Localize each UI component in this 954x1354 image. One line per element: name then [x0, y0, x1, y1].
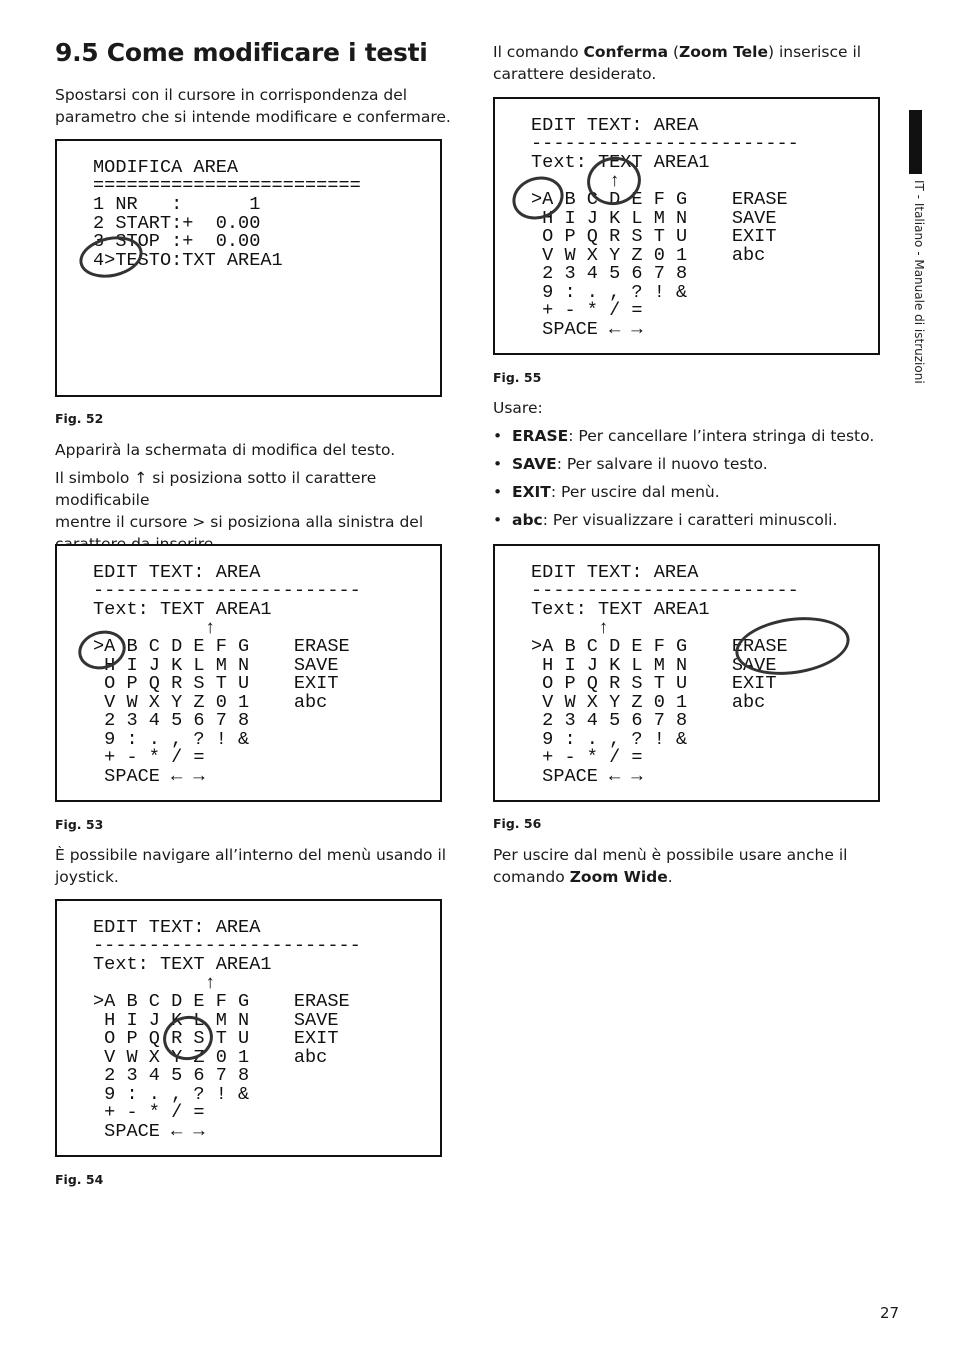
bold-term: Zoom Wide — [569, 868, 668, 886]
screen-line: V W X Y Z 0 1 abc — [531, 245, 766, 266]
bold-term: Zoom Tele — [679, 43, 768, 61]
paragraph-line: È possibile navigare all’interno del menù usando il — [55, 846, 447, 864]
screen-line: + - * / = — [531, 747, 643, 768]
screen-line: ↑ — [93, 618, 216, 639]
screen-line: H I J K L M N SAVE — [531, 655, 777, 676]
text-run: ) inserisce il — [767, 43, 862, 61]
page-number: 27 — [880, 1304, 900, 1322]
bullet-dot: • — [493, 455, 503, 473]
fig56-caption: Fig. 56 — [493, 816, 542, 831]
bullet-term: EXIT — [512, 483, 551, 501]
screen-line: 9 : . , ? ! & — [531, 282, 688, 303]
screen-line: V W X Y Z 0 1 abc — [531, 692, 766, 713]
screen-line: Text: TEXT AREA1 — [531, 599, 710, 620]
screen-line: ------------------------ — [93, 935, 361, 956]
fig52-caption: Fig. 52 — [55, 411, 104, 426]
screen-line: H I J K L M N SAVE — [531, 208, 777, 229]
screen-line: 1 NR : 1 — [93, 194, 261, 215]
screen-line: + - * / = — [93, 1102, 205, 1123]
after52-p2 — [55, 467, 475, 555]
sidebar-tab-marker — [909, 110, 922, 174]
bullet-dot: • — [493, 483, 503, 501]
bullet-desc: : Per visualizzare i caratteri minuscoli. — [542, 511, 838, 529]
screen-line: ------------------------ — [531, 580, 799, 601]
fig55-caption: Fig. 55 — [493, 370, 542, 385]
paragraph-line: joystick. — [55, 868, 119, 886]
bullet-dot: • — [493, 511, 503, 529]
bullet-term: ERASE — [512, 427, 569, 445]
bullet-desc: : Per cancellare l’intera stringa di testo. — [568, 427, 875, 445]
intro-line: Spostarsi con il cursore in corrispondenza del — [55, 86, 408, 104]
screen-line: + - * / = — [93, 747, 205, 768]
screen-line: ↑ — [531, 171, 621, 192]
bullet-dot: • — [493, 427, 503, 445]
screen-line: 2 3 4 5 6 7 8 — [531, 710, 688, 731]
text-run: . — [667, 868, 673, 886]
screen-line: V W X Y Z 0 1 abc — [93, 692, 328, 713]
screen-line: Text: TEXT AREA1 — [93, 954, 272, 975]
screen-line: SPACE ← → — [531, 766, 643, 787]
screen-line: 2 START:+ 0.00 — [93, 213, 261, 234]
text-run: Il comando — [493, 43, 584, 61]
screen-line: 2 3 4 5 6 7 8 — [93, 710, 250, 731]
screen-line: Text: TEXT AREA1 — [531, 152, 710, 173]
list-item — [493, 453, 893, 475]
text-run: comando — [493, 868, 570, 886]
intro-paragraph — [55, 84, 475, 128]
screen-line: O P Q R S T U EXIT — [93, 673, 339, 694]
screen-line: 2 3 4 5 6 7 8 — [93, 1065, 250, 1086]
bullet-term: SAVE — [512, 455, 557, 473]
screen-line: 9 : . , ? ! & — [93, 1084, 250, 1105]
screen-line: >A B C D E F G ERASE — [93, 636, 350, 657]
screen-line: 9 : . , ? ! & — [93, 729, 250, 750]
fig54-caption: Fig. 54 — [55, 1172, 104, 1187]
paragraph-line — [493, 41, 893, 63]
text-run: ( — [668, 43, 680, 61]
screen-line: >A B C D E F G ERASE — [93, 991, 350, 1012]
fig53-caption: Fig. 53 — [55, 817, 104, 832]
usare-label: Usare: — [493, 399, 543, 417]
screen-line: H I J K L M N SAVE — [93, 1010, 339, 1031]
screen-line: SPACE ← → — [93, 766, 205, 787]
list-item — [493, 509, 893, 531]
paragraph-line: carattere desiderato. — [493, 65, 657, 83]
screen-line: H I J K L M N SAVE — [93, 655, 339, 676]
fig54-screen — [55, 899, 442, 1157]
screen-line: + - * / = — [531, 300, 643, 321]
screen-line: 4>TESTO:TXT AREA1 — [93, 250, 283, 271]
after52-p1: Apparirà la schermata di modifica del testo. — [55, 441, 396, 459]
screen-line: SPACE ← → — [93, 1121, 205, 1142]
screen-line: EDIT TEXT: AREA — [93, 917, 261, 938]
screen-line: SPACE ← → — [531, 319, 643, 340]
screen-line: O P Q R S T U EXIT — [531, 226, 777, 247]
screen-line: ------------------------ — [531, 133, 799, 154]
screen-line: ------------------------ — [93, 580, 361, 601]
screen-line: V W X Y Z 0 1 abc — [93, 1047, 328, 1068]
screen-line: ↑ — [93, 973, 216, 994]
paragraph-line: mentre il cursore > si posiziona alla sinistra del — [55, 513, 424, 531]
fig52-screen — [55, 139, 442, 397]
screen-line: ======================== — [93, 175, 361, 196]
intro-line: parametro che si intende modificare e confermare. — [55, 108, 451, 126]
screen-line: EDIT TEXT: AREA — [531, 115, 699, 136]
paragraph-line: Per uscire dal menù è possibile usare anche il — [493, 846, 848, 864]
fig55-screen — [493, 97, 880, 355]
list-item — [493, 481, 893, 503]
right-intro-paragraph — [493, 41, 893, 85]
screen-line: EDIT TEXT: AREA — [93, 562, 261, 583]
screen-line: O P Q R S T U EXIT — [531, 673, 777, 694]
bullet-desc: : Per salvare il nuovo testo. — [556, 455, 768, 473]
fig53-screen — [55, 544, 442, 802]
paragraph-line: Il simbolo ↑ si posiziona sotto il carattere modificabile — [55, 469, 377, 509]
screen-line: O P Q R S T U EXIT — [93, 1028, 339, 1049]
screen-line: 3 STOP :+ 0.00 — [93, 231, 261, 252]
bullet-list — [493, 425, 893, 537]
list-item — [493, 425, 893, 447]
bold-term: Conferma — [583, 43, 669, 61]
screen-line: ↑ — [531, 618, 610, 639]
section-heading: 9.5 Come modificare i testi — [55, 38, 428, 67]
screen-line: EDIT TEXT: AREA — [531, 562, 699, 583]
bullet-desc: : Per uscire dal menù. — [550, 483, 720, 501]
paragraph-line — [493, 866, 893, 888]
screen-line: MODIFICA AREA — [93, 157, 239, 178]
fig56-screen — [493, 544, 880, 802]
screen-line: 9 : . , ? ! & — [531, 729, 688, 750]
bullet-term: abc — [512, 511, 543, 529]
screen-line: >A B C D E F G ERASE — [531, 636, 788, 657]
sidebar-label: IT - Italiano - Manuale di istruzioni — [912, 180, 926, 384]
screen-line: 2 3 4 5 6 7 8 — [531, 263, 688, 284]
screen-line: >A B C D E F G ERASE — [531, 189, 788, 210]
screen-line: Text: TEXT AREA1 — [93, 599, 272, 620]
after53-paragraph — [55, 844, 475, 888]
closing-paragraph — [493, 844, 893, 888]
